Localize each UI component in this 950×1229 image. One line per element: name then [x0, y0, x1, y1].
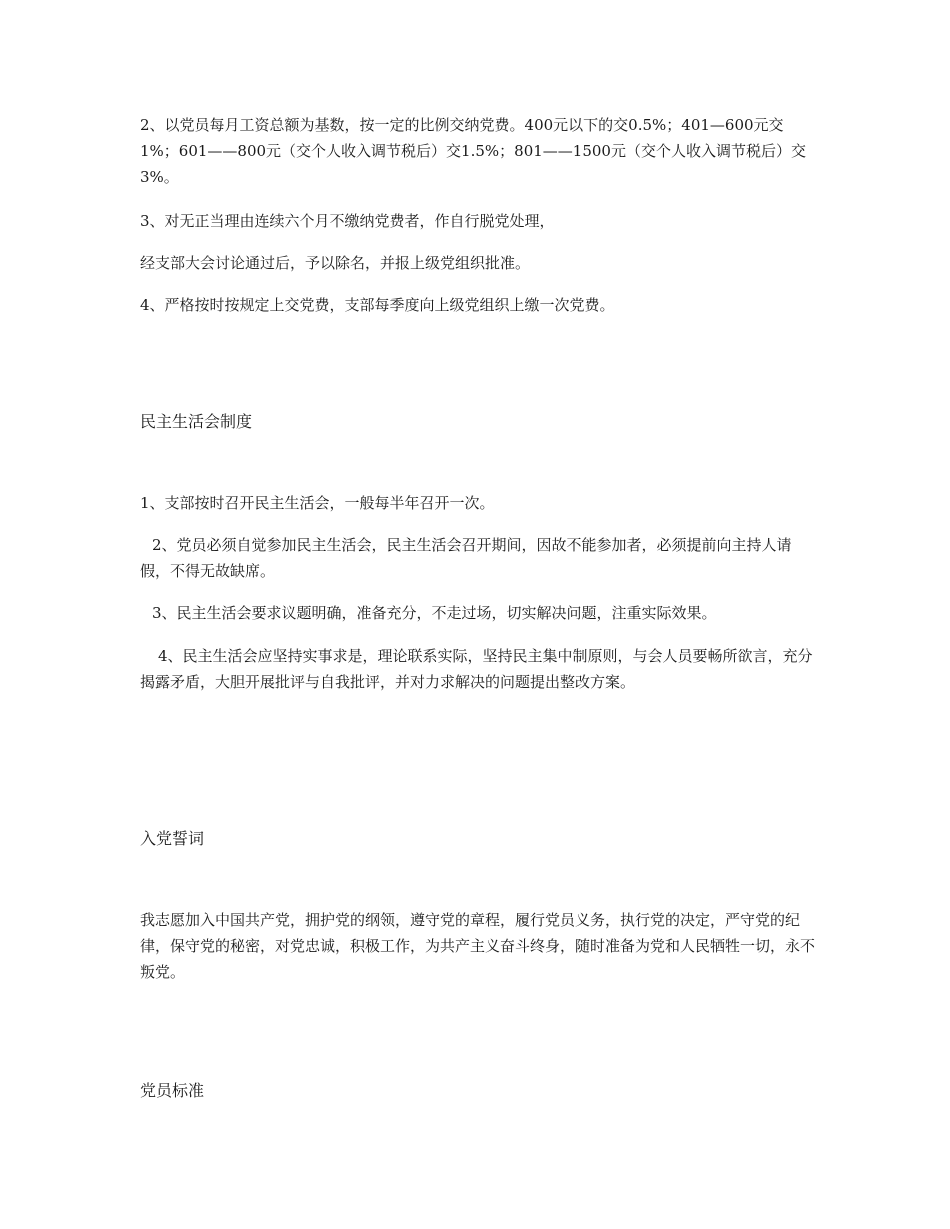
- democratic-life-item-4: 4、民主生活会应坚持实事求是，理论联系实际，坚持民主集中制原则，与会人员要畅所欲言，充分揭露矛盾，大胆开展批评与自我批评，并对力求解决的问题提出整改方案。: [140, 647, 813, 691]
- dues-rule-3-line1: 3、对无正当理由连续六个月不缴纳党费者，作自行脱党处理，: [140, 212, 555, 230]
- dues-rule-2: 2、以党员每月工资总额为基数，按一定的比例交纳党费。400元以下的交0.5%；401—600元交1%；601——800元（交个人收入调节税后）交1.5%；801——1500元（交个人收入调节税后）交3%。: [140, 116, 806, 186]
- democratic-life-item-1: 1、支部按时召开民主生活会，一般每半年召开一次。: [140, 494, 495, 512]
- oath-text: 我志愿加入中国共产党，拥护党的纲领，遵守党的章程，履行党员义务，执行党的决定，严守党的纪律，保守党的秘密，对党忠诚，积极工作，为共产主义奋斗终身，随时准备为党和人民牺牲一切，永不叛党。: [140, 911, 816, 981]
- democratic-life-item-2: 2、党员必须自觉参加民主生活会，民主生活会召开期间，因故不能参加者，必须提前向主持人请假，不得无故缺席。: [140, 536, 792, 580]
- standard-heading: 党员标准: [140, 1081, 205, 1100]
- democratic-life-heading: 民主生活会制度: [140, 412, 253, 431]
- dues-rule-4: 4、严格按时按规定上交党费，支部每季度向上级党组织上缴一次党费。: [140, 296, 615, 314]
- oath-heading: 入党誓词: [140, 829, 205, 848]
- democratic-life-item-3: 3、民主生活会要求议题明确，准备充分，不走过场，切实解决问题，注重实际效果。: [152, 604, 717, 622]
- dues-rule-3-line2: 经支部大会讨论通过后，予以除名，并报上级党组织批准。: [140, 254, 531, 272]
